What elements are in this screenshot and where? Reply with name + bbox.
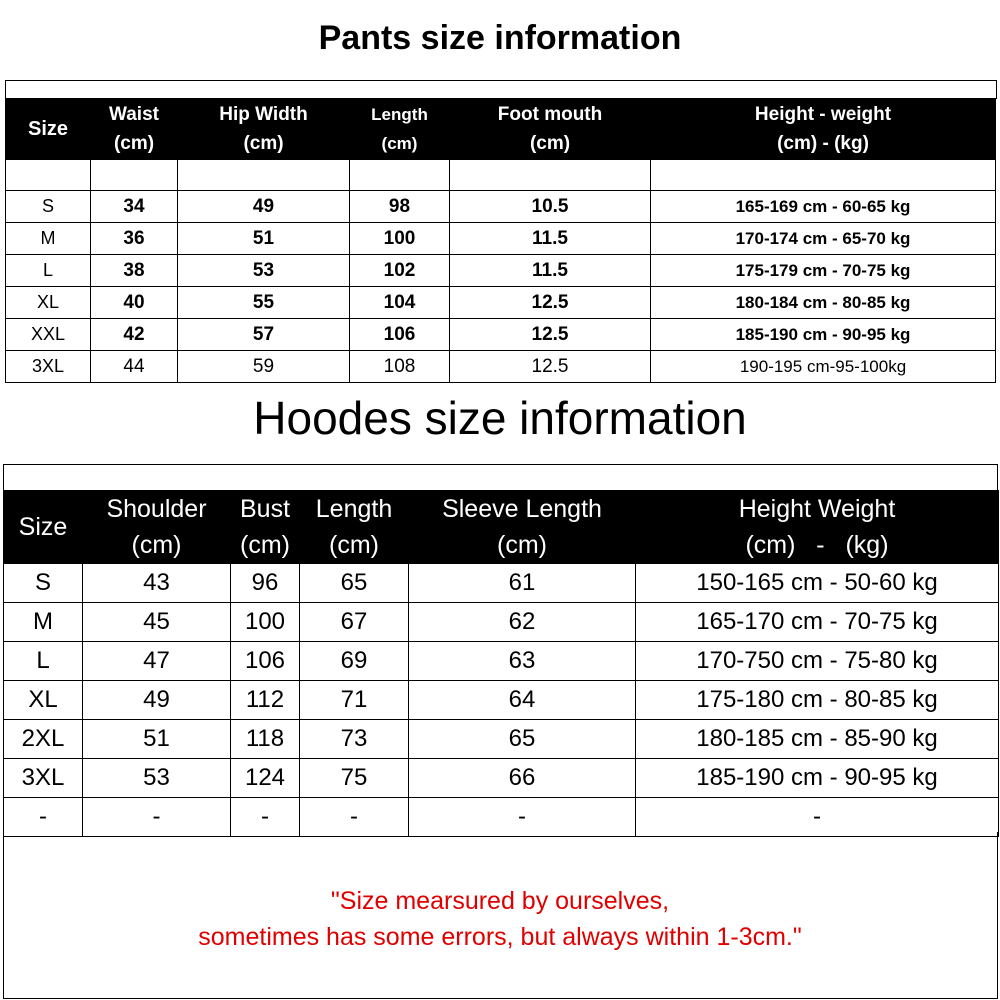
hoodies-header-height-weight: Height Weight (cm) - (kg) (636, 491, 999, 564)
length-cell: 108 (350, 351, 450, 383)
length-cell: 100 (350, 223, 450, 255)
waist-cell: 34 (91, 191, 178, 223)
size-cell: M (4, 603, 83, 642)
hoodies-header-size: Size (4, 491, 83, 564)
sleeve-length-cell: 65 (409, 720, 636, 759)
shoulder-cell: 53 (83, 759, 231, 798)
size-cell: L (4, 642, 83, 681)
size-note-line-1: "Size mearsured by ourselves, (330, 887, 670, 915)
height-weight-cell: 165-170 cm - 70-75 kg (636, 603, 999, 642)
table-row (4, 603, 999, 642)
height-weight-cell: 180-185 cm - 85-90 kg (636, 720, 999, 759)
hip-width-cell: 49 (178, 191, 350, 223)
table-row (4, 720, 999, 759)
hip-width-cell: 57 (178, 319, 350, 351)
size-cell: 2XL (4, 720, 83, 759)
length-cell: 67 (300, 603, 409, 642)
height-weight-cell: 185-190 cm - 90-95 kg (651, 319, 996, 351)
blank-cell (350, 160, 450, 191)
height-weight-cell: - (636, 798, 999, 837)
hoodies-header-shoulder: Shoulder (cm) (83, 491, 231, 564)
size-cell: XL (4, 681, 83, 720)
sleeve-length-cell: 62 (409, 603, 636, 642)
blank-cell (6, 160, 91, 191)
height-weight-cell: 175-180 cm - 80-85 kg (636, 681, 999, 720)
hip-width-cell: 59 (178, 351, 350, 383)
hoodies-size-table (3, 490, 999, 837)
foot-mouth-cell: 12.5 (450, 351, 651, 383)
length-cell: 75 (300, 759, 409, 798)
size-cell: 3XL (6, 351, 91, 383)
table-row (4, 642, 999, 681)
table-row (6, 287, 996, 319)
sleeve-length-cell: 66 (409, 759, 636, 798)
height-weight-cell: 175-179 cm - 70-75 kg (651, 255, 996, 287)
hoodies-header-bust: Bust (cm) (231, 491, 300, 564)
sleeve-length-cell: - (409, 798, 636, 837)
sleeve-length-cell: 63 (409, 642, 636, 681)
length-cell: - (300, 798, 409, 837)
pants-top-border (5, 80, 997, 99)
hip-width-cell: 51 (178, 223, 350, 255)
hoodies-title: Hoodes size information (253, 392, 747, 444)
length-cell: 71 (300, 681, 409, 720)
blank-cell (91, 160, 178, 191)
pants-header-length: Length (cm) (350, 99, 450, 160)
height-weight-cell: 180-184 cm - 80-85 kg (651, 287, 996, 319)
hoodies-header-sleeve-length: Sleeve Length (cm) (409, 491, 636, 564)
height-weight-cell: 165-169 cm - 60-65 kg (651, 191, 996, 223)
pants-header-foot-mouth: Foot mouth (cm) (450, 99, 651, 160)
pants-size-table (5, 98, 996, 383)
pants-header-height-weight: Height - weight (cm) - (kg) (651, 99, 996, 160)
shoulder-cell: 45 (83, 603, 231, 642)
table-row (4, 759, 999, 798)
hip-width-cell: 53 (178, 255, 350, 287)
height-weight-cell: 170-174 cm - 65-70 kg (651, 223, 996, 255)
pants-header-waist: Waist (cm) (91, 99, 178, 160)
shoulder-cell: 43 (83, 564, 231, 603)
pants-blank-row (6, 160, 996, 191)
table-row (4, 798, 999, 837)
length-cell: 73 (300, 720, 409, 759)
height-weight-cell: 150-165 cm - 50-60 kg (636, 564, 999, 603)
pants-header-hip-width: Hip Width (cm) (178, 99, 350, 160)
waist-cell: 44 (91, 351, 178, 383)
foot-mouth-cell: 10.5 (450, 191, 651, 223)
size-cell: S (6, 191, 91, 223)
height-weight-cell: 190-195 cm-95-100kg (651, 351, 996, 383)
table-row (4, 681, 999, 720)
bust-cell: - (231, 798, 300, 837)
shoulder-cell: 49 (83, 681, 231, 720)
hoodies-top-border (3, 464, 998, 491)
height-weight-cell: 170-750 cm - 75-80 kg (636, 642, 999, 681)
table-row (6, 319, 996, 351)
size-cell: - (4, 798, 83, 837)
bust-cell: 124 (231, 759, 300, 798)
foot-mouth-cell: 11.5 (450, 223, 651, 255)
shoulder-cell: - (83, 798, 231, 837)
bust-cell: 112 (231, 681, 300, 720)
table-row (6, 191, 996, 223)
hip-width-cell: 55 (178, 287, 350, 319)
foot-mouth-cell: 12.5 (450, 319, 651, 351)
length-cell: 65 (300, 564, 409, 603)
length-cell: 102 (350, 255, 450, 287)
hoodies-header-row (4, 491, 999, 564)
length-cell: 98 (350, 191, 450, 223)
waist-cell: 36 (91, 223, 178, 255)
table-row (6, 223, 996, 255)
size-cell: XL (6, 287, 91, 319)
bust-cell: 96 (231, 564, 300, 603)
blank-cell (651, 160, 996, 191)
waist-cell: 40 (91, 287, 178, 319)
size-cell: S (4, 564, 83, 603)
waist-cell: 42 (91, 319, 178, 351)
pants-title: Pants size information (318, 19, 682, 57)
height-weight-cell: 185-190 cm - 90-95 kg (636, 759, 999, 798)
bust-cell: 106 (231, 642, 300, 681)
table-row (4, 564, 999, 603)
pants-header-size: Size (6, 99, 91, 160)
waist-cell: 38 (91, 255, 178, 287)
size-cell: XXL (6, 319, 91, 351)
bust-cell: 100 (231, 603, 300, 642)
size-cell: M (6, 223, 91, 255)
shoulder-cell: 51 (83, 720, 231, 759)
shoulder-cell: 47 (83, 642, 231, 681)
blank-cell (178, 160, 350, 191)
size-cell: L (6, 255, 91, 287)
size-note-line-2: sometimes has some errors, but always within 1-3cm." (198, 923, 802, 951)
foot-mouth-cell: 11.5 (450, 255, 651, 287)
table-row (6, 351, 996, 383)
pants-header-row (6, 99, 996, 160)
foot-mouth-cell: 12.5 (450, 287, 651, 319)
blank-cell (450, 160, 651, 191)
sleeve-length-cell: 64 (409, 681, 636, 720)
length-cell: 106 (350, 319, 450, 351)
length-cell: 69 (300, 642, 409, 681)
bust-cell: 118 (231, 720, 300, 759)
length-cell: 104 (350, 287, 450, 319)
hoodies-header-length: Length (cm) (300, 491, 409, 564)
sleeve-length-cell: 61 (409, 564, 636, 603)
table-row (6, 255, 996, 287)
size-cell: 3XL (4, 759, 83, 798)
